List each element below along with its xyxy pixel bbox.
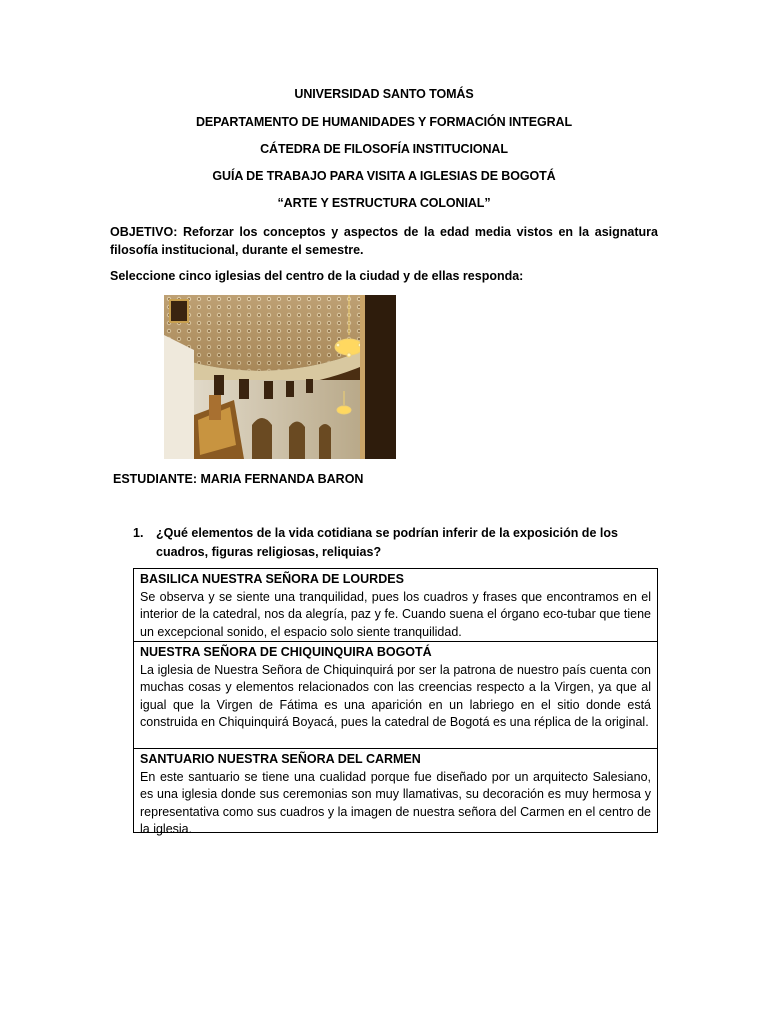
university-heading: UNIVERSIDAD SANTO TOMÁS	[294, 87, 474, 101]
answer-title: BASILICA NUESTRA SEÑORA DE LOURDES	[140, 572, 404, 586]
answer-cell	[133, 642, 658, 749]
answer-cell	[133, 568, 658, 642]
answer-body: En este santuario se tiene una cualidad porque fue diseñado por un arquitecto Salesiano, es una iglesia donde sus ceremonias son muy llamativas, su decoración es muy hermosa y representativa como sus cuadros y la imagen de nuestra señora del Carmen en el centro de la iglesia.	[140, 769, 651, 836]
answer-title: NUESTRA SEÑORA DE CHIQUINQUIRA BOGOTÁ	[140, 645, 432, 659]
department-heading: DEPARTAMENTO DE HUMANIDADES Y FORMACIÓN INTEGRAL	[196, 115, 572, 129]
answers-table	[133, 568, 658, 836]
answer-cell	[133, 749, 658, 836]
subtitle-heading: “ARTE Y ESTRUCTURA COLONIAL”	[277, 196, 491, 210]
student-name: ESTUDIANTE: MARIA FERNANDA BARON	[113, 472, 364, 486]
question-number: 1.	[133, 526, 144, 540]
objective-paragraph	[110, 223, 658, 259]
objective-label: OBJETIVO:	[110, 225, 178, 239]
answer-body: Se observa y se siente una tranquilidad, pues los cuadros y frases que encontramos en el interior de la catedral, nos da alegría, paz y fe. Cuando suena el órgano eco-tubar que tiene un excepcional sonido, el espacio solo siente tranquilidad.	[140, 589, 651, 639]
answer-body: La iglesia de Nuestra Señora de Chiquinquirá por ser la patrona de nuestro país cuenta con muchas cosas y elementos relacionados con las creencias respecto a la Virgen, ya que al igual que la Virgen de Fátima es una aparición en un labriego en el sitio donde está construida en Chiquinquirá Boyacá, pues la catedral de Bogotá es una réplica de la original.	[140, 662, 651, 729]
church-interior-photo	[164, 295, 396, 459]
chair-heading: CÁTEDRA DE FILOSOFÍA INSTITUCIONAL	[260, 142, 508, 156]
guide-heading: GUÍA DE TRABAJO PARA VISITA A IGLESIAS DE BOGOTÁ	[212, 169, 556, 183]
answer-title: SANTUARIO NUESTRA SEÑORA DEL CARMEN	[140, 752, 421, 766]
question-1	[133, 524, 633, 562]
instruction-text: Seleccione cinco iglesias del centro de la ciudad y de ellas responda:	[110, 269, 524, 283]
objective-text: Reforzar los conceptos y aspectos de la edad media vistos en la asignatura filosofía institucional, durante el semestre.	[110, 225, 658, 257]
question-text: ¿Qué elementos de la vida cotidiana se podrían inferir de la exposición de los cuadros, figuras religiosas, reliquias?	[156, 526, 618, 559]
